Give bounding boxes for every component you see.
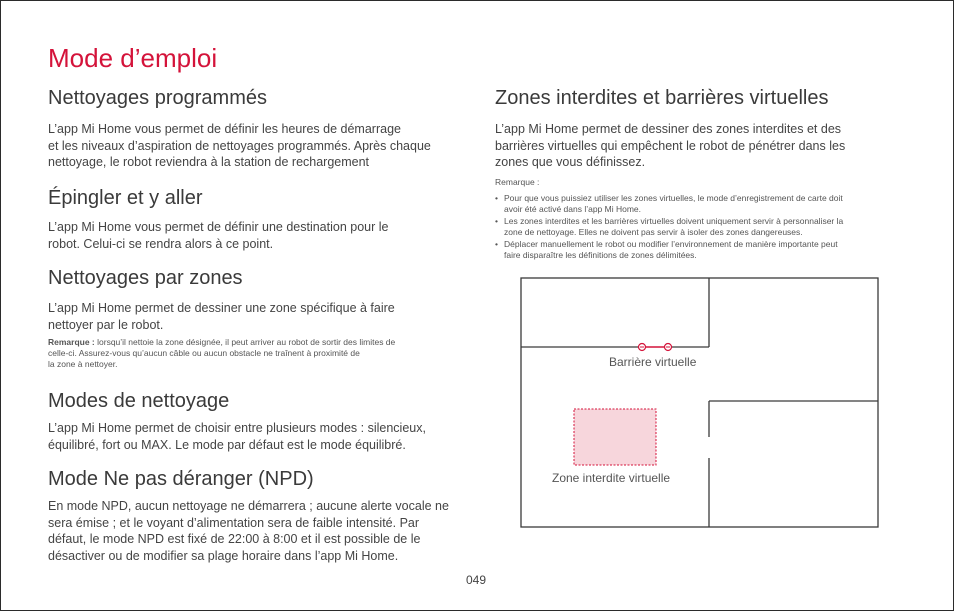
zone-label: Zone interdite virtuelle — [552, 471, 671, 485]
page-number: 049 — [466, 573, 487, 587]
note-text: lorsqu’il nettoie la zone désignée, il peut arriver au robot de sortir des limites de celle-ci. Assurez-vous qu’aucun câble ou aucun obstacle ne traînent à proximité de la zone à nettoyer. — [48, 337, 396, 369]
text-no-go-zones: L’app Mi Home permet de dessiner des zones interdites et des barrières virtuelles qui empêchent le robot de pénétrer dans les zones que vous définissez. — [495, 122, 846, 169]
remark-item: • Pour que vous puissiez utiliser les zones virtuelles, le mode d’enregistrement de carte doit avoir été activé dans l’app Mi Home. — [495, 193, 920, 215]
remark-item: • Les zones interdites et les barrières virtuelles doivent uniquement servir à personnaliser la zone de nettoyage. Elles ne doivent pas servir à isoler des zones dangereuses. — [495, 216, 920, 238]
heading-no-go-zones: Zones interdites et barrières virtuelles — [495, 87, 829, 109]
no-go-zone — [574, 409, 656, 465]
heading-zone-cleaning: Nettoyages par zones — [48, 267, 243, 289]
text-zone-cleaning: L’app Mi Home permet de dessiner une zone spécifique à faire nettoyer par le robot. — [48, 301, 395, 332]
remark-item: • Déplacer manuellement le robot ou modifier l’environnement de manière importante peut faire disparaître les définitions de zones délimitées. — [495, 239, 920, 261]
text-cleaning-modes: L’app Mi Home permet de choisir entre plusieurs modes : silencieux, équilibré, fort ou MAX. Le mode par défaut est le mode équilibré. — [48, 421, 426, 452]
text-pin-and-go: L’app Mi Home vous permet de définir une destination pour le robot. Celui-ci se rendra alors à ce point. — [48, 220, 389, 251]
heading-pin-and-go: Épingler et y aller — [48, 187, 203, 209]
page-title: Mode d’emploi — [48, 43, 218, 73]
barrier-label: Barrière virtuelle — [609, 355, 697, 369]
text-scheduled-cleaning: L’app Mi Home vous permet de définir les heures de démarrage et les niveaux d’aspiration de nettoyages programmés. Après chaque nettoyage, le robot reviendra à la station de rechargement — [48, 122, 431, 169]
heading-scheduled-cleaning: Nettoyages programmés — [48, 87, 267, 109]
walls — [521, 278, 878, 527]
outer-wall — [521, 278, 878, 527]
note-label: Remarque : — [48, 337, 95, 347]
floor-plan-diagram — [1, 1, 953, 610]
heading-dnd-mode: Mode Ne pas déranger (NPD) — [48, 468, 314, 490]
text-dnd-mode: En mode NPD, aucun nettoyage ne démarrera ; aucune alerte vocale ne sera émise ; et le voyant d’alimentation sera de faible intensité. Par défaut, le mode NPD est fixé de 22:00 à 8:00 et il est possible de le désactiver ou de modifier sa plage horaire dans l’app Mi Home. — [48, 499, 449, 563]
heading-cleaning-modes: Modes de nettoyage — [48, 390, 230, 412]
virtual-barrier — [639, 344, 672, 351]
remark-label: Remarque : — [495, 177, 540, 187]
